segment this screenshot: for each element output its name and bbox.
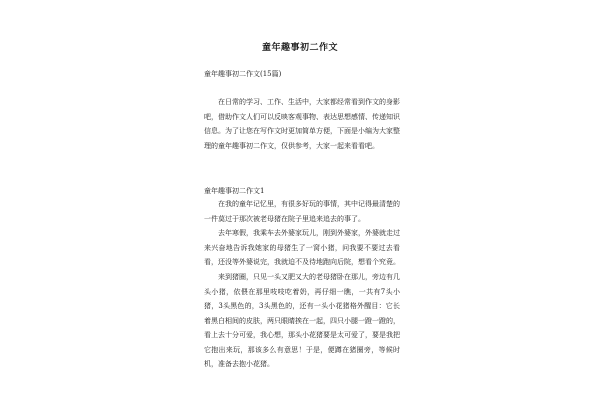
document-title: 童年趣事初二作文 [261,43,338,53]
document-subtitle: 童年趣事初二作文(15篇) [204,70,282,78]
intro-paragraph: 在日常的学习、工作、生活中，大家都经常看到作文的身影吧，借助作文人们可以反映客观事物、表达思想感情、传递知识信息。为了让您在写作文时更加简单方便，下面是小编为大家整理的童年趣事初二作文，仅供参考，大家一起来看看吧。 [204,98,400,150]
body-paragraph: 来到猪圈，只见一头又肥又大的老母猪卧在那儿，旁边有几头小猪，依偎在那里吱吱吃着奶，再仔细一瞧，一共有7头小猪，3头黑色的，3头黑色的，还有一头小花猪格外醒目：它长着黑白相间的皮肤，两只眼睛挨在一起，四只小腿一蹬一蹬的，看上去十分可爱，我心想，那头小花猪要是太可爱了，要是我把它抱出来玩，那该多么有意思！于是，便蹲在猪圈旁，等候时机，准备去抱小花猪。 [204,273,400,368]
body-paragraph: 去年寒假，我乘车去外婆家玩儿，刚到外婆家，外婆就走过来兴奋地告诉我她家的母猪生了一窝小猪，问我要不要过去看看，还没等外婆说完，我就迫不及待地跑向后院，想看个究竟。 [204,229,400,266]
section-heading: 童年趣事初二作文1 [204,187,265,195]
body-paragraph: 在我的童年记忆里，有很多好玩的事情，其中记得最清楚的一件莫过于那次被老母猪在院子里追来追去的事了。 [204,200,400,223]
